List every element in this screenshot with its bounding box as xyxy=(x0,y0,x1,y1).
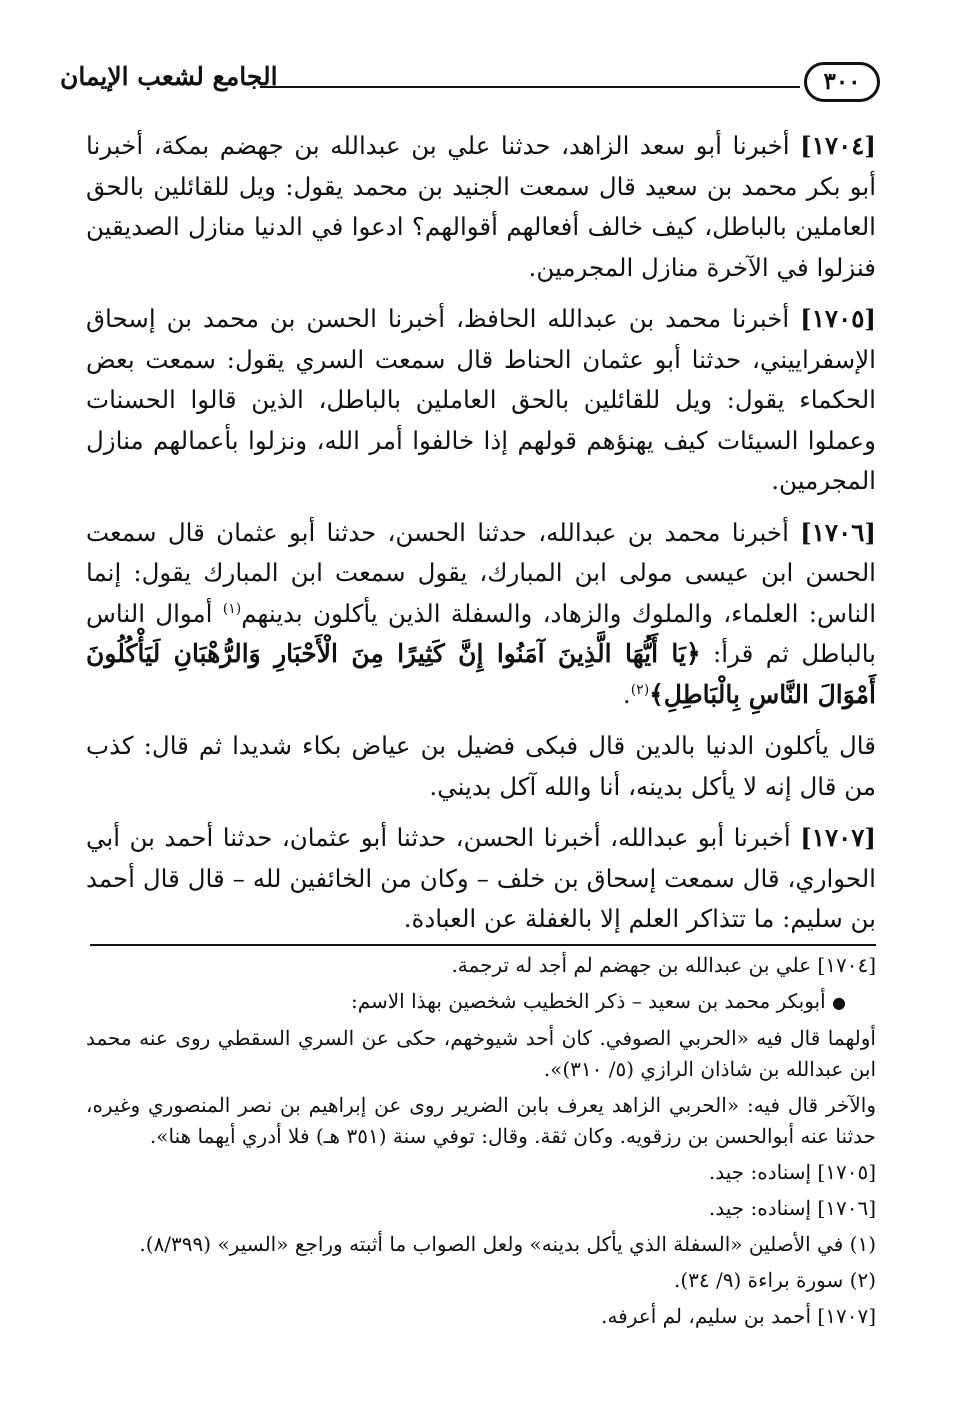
quran-verse: ﴿يَا أَيُّهَا الَّذِينَ آمَنُوا إِنَّ كَثِيرًا مِنَ الْأَحْبَارِ وَالرُّهْبَانِ لَيَأْكُلُونَ أَمْوَالَ النَّاسِ بِالْبَاطِلِ﴾ xyxy=(86,639,876,709)
note-text: أولهما قال فيه «الحربي الصوفي. كان أحد شيوخهم، حكى عن السري السقطي روى عنه محمد ابن عبدالله بن شاذان الرازي (٥/ ٣١٠)». xyxy=(86,1026,876,1081)
entry-text: أخبرنا محمد بن عبدالله، حدثنا الحسن، حدثنا أبو عثمان قال سمعت الحسن ابن عيسى مولى ابن المبارك، يقول سمعت ابن المبارك يقول: إنما الناس: العلماء، والملوك والزهاد، والسفلة الذين يأكلون بدينهم xyxy=(86,517,877,628)
entry-ref: [١٧٠٧] xyxy=(800,823,877,852)
note-ref: [١٧٠٥] xyxy=(817,1160,876,1184)
note-text: (١) في الأصلين «السفلة الذي يأكل بدينه» ولعل الصواب ما أثبته وراجع «السير» (٨/٣٩٩). xyxy=(139,1232,876,1256)
note-text: إسناده: جيد. xyxy=(708,1196,812,1220)
note-text: أحمد بن سليم، لم أعرفه. xyxy=(601,1304,812,1328)
footnote-1 xyxy=(86,1229,876,1260)
entry-1706-continued xyxy=(86,726,876,807)
entry-1706 xyxy=(86,513,876,716)
note-second-person xyxy=(86,1090,876,1152)
entry-ref: [١٧٠٥] xyxy=(800,304,876,333)
footnote-divider xyxy=(90,944,876,946)
book-title: الجامع لشعب الإيمان xyxy=(60,62,278,91)
note-1705 xyxy=(86,1157,876,1188)
note-text: (٢) سورة براءة (٩/ ٣٤). xyxy=(673,1268,876,1292)
page-header xyxy=(60,54,880,112)
note-text: أبوبكر محمد بن سعيد – ذكر الخطيب شخصين بهذا الاسم: xyxy=(350,989,826,1013)
entry-text: أخبرنا محمد بن عبدالله الحافظ، أخبرنا الحسن بن محمد بن إسحاق الإسفراييني، حدثنا أبو عثمان الحناط قال سمعت السري يقول: سمعت بعض الحكماء يقول: ويل للقائلين بالحق العاملين بالباطل، الذين قالوا الحسنات وعملوا السيئات كيف يهنؤهم قولهم إذا خالفوا أمر الله، ونزلوا بأعمالهم منازل المجرمين. xyxy=(86,304,876,495)
note-1704 xyxy=(86,950,876,981)
entry-text: أخبرنا أبو عبدالله، أخبرنا الحسن، حدثنا أبو عثمان، حدثنا أحمد بن أبي الحواري، قال سمعت إسحاق بن خلف – وكان من الخائفين لله – قال قال أحمد بن سليم: ما تتذاكر العلم إلا بالغفلة عن العبادة. xyxy=(86,823,876,933)
note-text: والآخر قال فيه: «الحربي الزاهد يعرف بابن الضرير روى عن إبراهيم بن نصر المنصوري وغيره، حدثنا عنه أبوالحسن بن رزقويه. وكان ثقة. وقال: توفي سنة (٣٥١ هـ) فلا أدري أيهما هنا». xyxy=(86,1093,877,1148)
entry-text: أخبرنا أبو سعد الزاهد، حدثنا علي بن عبدالله بن جهضم بمكة، أخبرنا أبو بكر محمد بن سعيد قال سمعت الجنيد بن محمد يقول: ويل للقائلين بالحق العاملين بالباطل، كيف خالف أفعالهم أقوالهم؟ ادعوا في الدنيا منازل الصديقين فنزلوا في الآخرة منازل المجرمين. xyxy=(86,131,876,282)
footnote-marker-2[interactable]: (٢) xyxy=(630,681,650,698)
footnote-2 xyxy=(86,1265,876,1296)
footnotes xyxy=(86,950,876,1337)
note-1706 xyxy=(86,1193,876,1224)
header-rule xyxy=(260,86,800,88)
entry-1707 xyxy=(86,818,876,940)
entry-1705 xyxy=(86,299,876,502)
note-text: إسناده: جيد. xyxy=(708,1160,812,1184)
entry-text-continued: أموال الناس بالباطل ثم قرأ: xyxy=(86,598,876,668)
page-number: ٣٠٠ xyxy=(804,62,880,102)
main-text xyxy=(86,126,876,951)
note-first-person xyxy=(86,1023,876,1085)
footnote-marker-1[interactable]: (١) xyxy=(222,600,242,617)
entry-text: قال يأكلون الدنيا بالدين قال فبكى فضيل بن عياض بكاء شديدا ثم قال: كذب من قال إنه لا يأكل بدينه، أنا والله آكل بديني. xyxy=(86,731,876,801)
note-text: علي بن عبدالله بن جهضم لم أجد له ترجمة. xyxy=(451,953,812,977)
bullet-icon: ● xyxy=(832,993,846,1012)
note-narrator xyxy=(86,986,846,1018)
note-ref: [١٧٠٤] xyxy=(817,953,876,977)
entry-end: . xyxy=(622,679,631,709)
entry-1704 xyxy=(86,126,876,288)
entry-ref: [١٧٠٦] xyxy=(800,517,876,547)
entry-ref: [١٧٠٤] xyxy=(800,131,876,160)
note-ref: [١٧٠٦] xyxy=(817,1196,876,1220)
note-1707 xyxy=(86,1301,876,1332)
note-ref: [١٧٠٧] xyxy=(817,1304,876,1328)
